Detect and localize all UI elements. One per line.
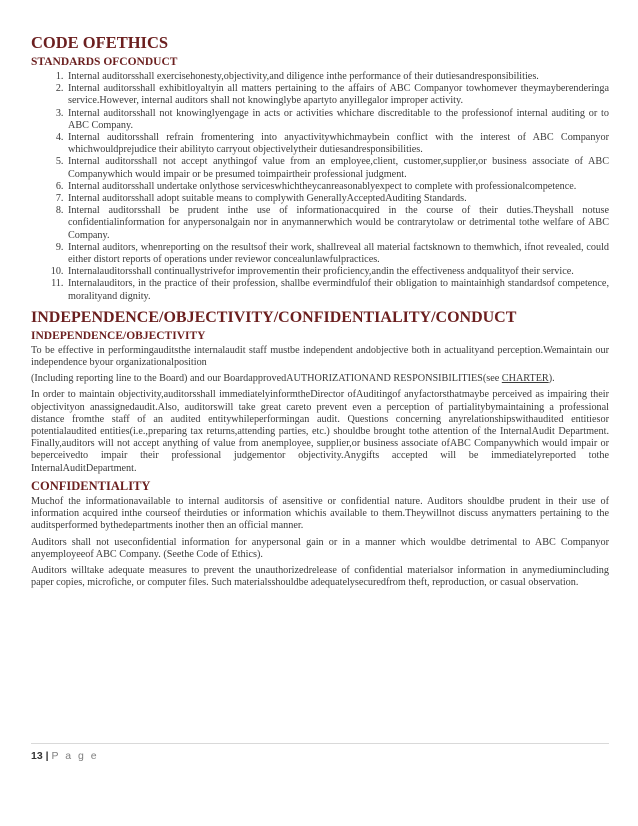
- confidentiality-paragraph-1: Muchof the informationavailable to internal auditorsis of asensitive or confidential nature. Auditors shouldbe prudent in their use of information acquired inthe courseof theirduties or information whichis available to them.Theywillnot discuss anymatters pertaining to the auditsperformed bythedepartments inother then an official manner.: [31, 495, 609, 532]
- independence-objectivity-heading: INDEPENDENCE/OBJECTIVITY: [31, 329, 206, 342]
- conduct-item: 3. Internal auditorsshall not knowinglyengage in acts or activities whichare discreditable to the professionof internal auditing or to ABC Company.: [66, 108, 609, 132]
- conduct-item: 4. Internal auditorsshall refrain fromentering into anyactivitywhichmaybein conflict with the interest of ABC Companyor whichwouldprejudice their abilityto carryout objectivelytheir dutiesandresponsibilities.: [66, 132, 609, 156]
- conduct-item: 2. Internal auditorsshall exhibitloyaltyin all matters pertaining to the affairs of ABC Companyor towhomever theymayberenderinga service.However, internal auditors shall not knowinglybe apartyto anyillegalor improper activity.: [66, 83, 609, 107]
- independence-paragraph-3: In order to maintain objectivity,auditorsshall immediatelyinformtheDirector ofAuditingof anyfactorsthatmaybe perceived as impairing their objectivityon anassignedaudit.Also, auditorswill take great careto prevent even a perception of partialitybymaintaining a professional distance fromthe staff of an audited entitywhileperformingan audit. Questions concerning anyrelationshipswithaudited entitiesor potentialaudited entities(i.e.,preparing tax returns,attending parties, etc.) shouldbe brought tothe attention of the InternalAudit Department. Finally,auditors will not accept anything of value from anemployee, supplier,or business associate ofABC Companywhich would impair or beperceivedto impair their professional judgementor objectivity.Anygifts accepted will be immediatelyreported tothe InternalAuditDepartment.: [31, 389, 609, 474]
- conduct-item: 10. Internalauditorsshall continuallystrivefor improvementin their proficiency,andin the effectiveness andqualityof their service.: [66, 266, 609, 278]
- footer-separator: |: [45, 750, 49, 762]
- independence-paragraph-2-text: (Including reporting line to the Board) and our BoardapprovedAUTHORIZATIONAND RESPONSIBILITIES(see: [31, 373, 502, 385]
- charter-link[interactable]: CHARTER: [501, 373, 549, 385]
- conduct-item: 6. Internal auditorsshall undertake onlythose serviceswhichtheycanreasonablyexpect to complete with professionalcompetence.: [66, 181, 609, 193]
- conduct-item: 8. Internal auditorsshall be prudent inthe use of informationacquired in the course of their duties.Theyshall notuse confidentialinformation for anypersonalgain nor in anymannerwhich would be contrarytolaw or detrimental tothe welfare of ABC Company.: [66, 205, 609, 242]
- conduct-item: 1. Internal auditorsshall exercisehonesty,objectivity,and diligence inthe performance of their dutiesandresponsibilities.: [66, 71, 609, 83]
- page-label: P a g e: [51, 750, 99, 762]
- independence-section-title: INDEPENDENCE/OBJECTIVITY/CONFIDENTIALITY/CONDUCT: [31, 308, 517, 326]
- conduct-item: 9. Internal auditors, whenreporting on the resultsof their work, shallreveal all material factsknown to themwhich, ifnot revealed, could either distort reports of operations under reviewor concealunlawfulpractices.: [66, 242, 609, 266]
- standards-of-conduct-heading: STANDARDS OFCONDUCT: [31, 56, 178, 68]
- code-of-ethics-title: CODE OFETHICS: [31, 33, 169, 52]
- confidentiality-paragraph-3: Auditors willtake adequate measures to prevent the unauthorizedrelease of confidential materialsor information in anymediumincluding paper copies, microfiche, or computer files. Such materialsshouldbe adequatelysecuredfrom theft, reproduction, or casual observation.: [31, 564, 609, 589]
- conduct-item: 7. Internal auditorsshall adopt suitable means to complywith GenerallyAcceptedAuditing Standards.: [66, 193, 609, 205]
- confidentiality-heading: CONFIDENTIALITY: [31, 478, 151, 493]
- independence-paragraph-2-end: ).: [548, 373, 555, 385]
- independence-paragraph-2: [31, 373, 609, 385]
- page-footer: [31, 750, 99, 762]
- confidentiality-paragraph-2: Auditors shall not useconfidential information for anypersonal gain or in a manner which wouldbe detrimental to ABC Companyor anyemployeeof ABC Company. (Seethe Code of Ethics).: [31, 536, 609, 560]
- conduct-item: 11. Internalauditors, in the practice of their profession, shallbe evermindfulof their obligation to maintainhigh standardsof competence, moralityand dignity.: [66, 278, 609, 302]
- independence-paragraph-1: To be effective in performingauditsthe internalaudit staff mustbe independent andobjective both in actualityand perception.Wemaintain our independence byour organizationalposition: [31, 344, 609, 369]
- page-number: 13: [31, 750, 43, 762]
- conduct-list: [31, 71, 609, 303]
- page-content: [31, 34, 609, 593]
- footer-divider: [31, 743, 609, 744]
- conduct-item: 5. Internal auditorsshall not accept anythingof value from an employee,client, customer,supplier,or business associate of ABC Companywhich would impair or be presumed toimpairtheir professional judgment.: [66, 156, 609, 180]
